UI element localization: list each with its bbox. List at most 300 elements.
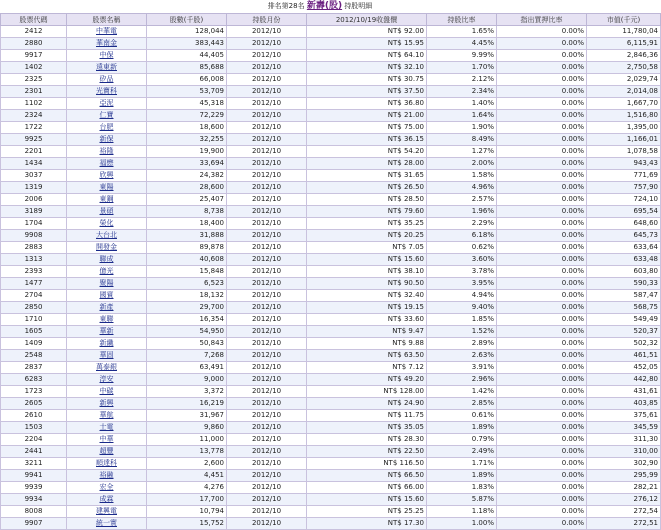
month-cell: 2012/10 bbox=[227, 422, 307, 434]
stock-code: 6283 bbox=[1, 374, 67, 386]
shares-cell: 9,000 bbox=[147, 374, 227, 386]
stock-name-link[interactable]: 矽品 bbox=[67, 74, 147, 86]
ratio-cell: 2.96% bbox=[427, 374, 497, 386]
shares-cell: 15,848 bbox=[147, 266, 227, 278]
pledge-cell: 0.00% bbox=[497, 278, 587, 290]
price-cell: NT$ 116.50 bbox=[307, 458, 427, 470]
table-row bbox=[1, 482, 661, 494]
ratio-cell: 1.52% bbox=[427, 326, 497, 338]
shares-cell: 28,600 bbox=[147, 182, 227, 194]
ratio-cell: 4.94% bbox=[427, 290, 497, 302]
pledge-cell: 0.00% bbox=[497, 422, 587, 434]
stock-code: 2880 bbox=[1, 38, 67, 50]
month-cell: 2012/10 bbox=[227, 362, 307, 374]
stock-name-link[interactable]: 順達科 bbox=[67, 458, 147, 470]
table-row bbox=[1, 26, 661, 38]
market-value-cell: 648,60 bbox=[587, 218, 661, 230]
month-cell: 2012/10 bbox=[227, 506, 307, 518]
shares-cell: 2,600 bbox=[147, 458, 227, 470]
month-cell: 2012/10 bbox=[227, 158, 307, 170]
table-row bbox=[1, 326, 661, 338]
price-cell: NT$ 15.60 bbox=[307, 494, 427, 506]
shares-cell: 40,608 bbox=[147, 254, 227, 266]
price-cell: NT$ 30.75 bbox=[307, 74, 427, 86]
pledge-cell: 0.00% bbox=[497, 434, 587, 446]
pledge-cell: 0.00% bbox=[497, 146, 587, 158]
month-cell: 2012/10 bbox=[227, 74, 307, 86]
shares-cell: 63,491 bbox=[147, 362, 227, 374]
pledge-cell: 0.00% bbox=[497, 50, 587, 62]
shares-cell: 53,709 bbox=[147, 86, 227, 98]
month-cell: 2012/10 bbox=[227, 290, 307, 302]
stock-name-link[interactable]: 華固 bbox=[67, 350, 147, 362]
market-value-cell: 345,59 bbox=[587, 422, 661, 434]
month-cell: 2012/10 bbox=[227, 374, 307, 386]
stock-name-link[interactable]: 中華電 bbox=[67, 26, 147, 38]
stock-code: 2605 bbox=[1, 398, 67, 410]
stock-code: 2610 bbox=[1, 410, 67, 422]
ratio-cell: 4.96% bbox=[427, 182, 497, 194]
market-value-cell: 2,029,74 bbox=[587, 74, 661, 86]
pledge-cell: 0.00% bbox=[497, 74, 587, 86]
pledge-cell: 0.00% bbox=[497, 218, 587, 230]
stock-name-link[interactable]: 中華 bbox=[67, 434, 147, 446]
market-value-cell: 645,73 bbox=[587, 230, 661, 242]
pledge-cell: 0.00% bbox=[497, 374, 587, 386]
month-cell: 2012/10 bbox=[227, 398, 307, 410]
stock-name-link[interactable]: 東陽 bbox=[67, 182, 147, 194]
price-cell: NT$ 92.00 bbox=[307, 26, 427, 38]
table-row bbox=[1, 38, 661, 50]
ratio-cell: 2.63% bbox=[427, 350, 497, 362]
stock-code: 1434 bbox=[1, 158, 67, 170]
month-cell: 2012/10 bbox=[227, 446, 307, 458]
stock-code: 2324 bbox=[1, 110, 67, 122]
stock-name-link[interactable]: 中保 bbox=[67, 50, 147, 62]
pledge-cell: 0.00% bbox=[497, 122, 587, 134]
ratio-cell: 9.40% bbox=[427, 302, 497, 314]
price-cell: NT$ 66.00 bbox=[307, 482, 427, 494]
stock-name-link[interactable]: 億光 bbox=[67, 266, 147, 278]
price-cell: NT$ 63.50 bbox=[307, 350, 427, 362]
price-cell: NT$ 37.50 bbox=[307, 86, 427, 98]
shares-cell: 54,950 bbox=[147, 326, 227, 338]
table-row bbox=[1, 110, 661, 122]
stock-name-link[interactable]: 萬泰銀 bbox=[67, 362, 147, 374]
month-cell: 2012/10 bbox=[227, 434, 307, 446]
stock-name-link[interactable]: 光寶科 bbox=[67, 86, 147, 98]
month-cell: 2012/10 bbox=[227, 134, 307, 146]
shares-cell: 33,694 bbox=[147, 158, 227, 170]
table-row bbox=[1, 218, 661, 230]
month-cell: 2012/10 bbox=[227, 494, 307, 506]
stock-name-link[interactable]: 榮化 bbox=[67, 218, 147, 230]
month-cell: 2012/10 bbox=[227, 26, 307, 38]
price-cell: NT$ 21.00 bbox=[307, 110, 427, 122]
pledge-cell: 0.00% bbox=[497, 86, 587, 98]
stock-code: 2006 bbox=[1, 194, 67, 206]
ratio-cell: 1.85% bbox=[427, 314, 497, 326]
price-cell: NT$ 36.15 bbox=[307, 134, 427, 146]
stock-name-link[interactable]: 東聯 bbox=[67, 314, 147, 326]
stock-code: 9917 bbox=[1, 50, 67, 62]
market-value-cell: 771,69 bbox=[587, 170, 661, 182]
pledge-cell: 0.00% bbox=[497, 470, 587, 482]
shares-cell: 6,523 bbox=[147, 278, 227, 290]
table-row bbox=[1, 398, 661, 410]
month-cell: 2012/10 bbox=[227, 518, 307, 530]
market-value-cell: 1,395,00 bbox=[587, 122, 661, 134]
stock-name-link[interactable]: 遠東新 bbox=[67, 62, 147, 74]
price-cell: NT$ 20.25 bbox=[307, 230, 427, 242]
stock-name-link[interactable]: 華新 bbox=[67, 326, 147, 338]
table-row bbox=[1, 422, 661, 434]
shares-cell: 17,700 bbox=[147, 494, 227, 506]
price-cell: NT$ 32.10 bbox=[307, 62, 427, 74]
ratio-cell: 4.45% bbox=[427, 38, 497, 50]
table-row bbox=[1, 374, 661, 386]
shares-cell: 13,778 bbox=[147, 446, 227, 458]
table-row bbox=[1, 290, 661, 302]
stock-name-link[interactable]: 聚陽 bbox=[67, 278, 147, 290]
stock-name-link[interactable]: 國賓 bbox=[67, 290, 147, 302]
pledge-cell: 0.00% bbox=[497, 254, 587, 266]
month-cell: 2012/10 bbox=[227, 86, 307, 98]
stock-code: 1503 bbox=[1, 422, 67, 434]
col-header-price: 2012/10/19收盤價 bbox=[307, 14, 427, 26]
stock-name-link[interactable]: 欣興 bbox=[67, 170, 147, 182]
price-cell: NT$ 9.88 bbox=[307, 338, 427, 350]
stock-code: 9939 bbox=[1, 482, 67, 494]
shares-cell: 89,878 bbox=[147, 242, 227, 254]
market-value-cell: 633,64 bbox=[587, 242, 661, 254]
market-value-cell: 757,90 bbox=[587, 182, 661, 194]
price-cell: NT$ 33.60 bbox=[307, 314, 427, 326]
shares-cell: 4,451 bbox=[147, 470, 227, 482]
shares-cell: 128,044 bbox=[147, 26, 227, 38]
shares-cell: 18,600 bbox=[147, 122, 227, 134]
stock-name-link[interactable]: 亞泥 bbox=[67, 98, 147, 110]
market-value-cell: 2,014,08 bbox=[587, 86, 661, 98]
price-cell: NT$ 66.50 bbox=[307, 470, 427, 482]
price-cell: NT$ 35.05 bbox=[307, 422, 427, 434]
market-value-cell: 603,80 bbox=[587, 266, 661, 278]
table-row bbox=[1, 182, 661, 194]
stock-name-link[interactable]: 福懋 bbox=[67, 158, 147, 170]
pledge-cell: 0.00% bbox=[497, 110, 587, 122]
market-value-cell: 11,780,04 bbox=[587, 26, 661, 38]
month-cell: 2012/10 bbox=[227, 122, 307, 134]
price-cell: NT$ 26.50 bbox=[307, 182, 427, 194]
table-row bbox=[1, 278, 661, 290]
stock-name-link[interactable]: 台肥 bbox=[67, 122, 147, 134]
table-row bbox=[1, 122, 661, 134]
table-row bbox=[1, 254, 661, 266]
ratio-cell: 1.58% bbox=[427, 170, 497, 182]
shares-cell: 24,382 bbox=[147, 170, 227, 182]
table-row bbox=[1, 506, 661, 518]
month-cell: 2012/10 bbox=[227, 194, 307, 206]
table-row bbox=[1, 386, 661, 398]
stock-code: 2412 bbox=[1, 26, 67, 38]
month-cell: 2012/10 bbox=[227, 230, 307, 242]
stock-code: 9941 bbox=[1, 470, 67, 482]
ratio-cell: 5.87% bbox=[427, 494, 497, 506]
ratio-cell: 1.70% bbox=[427, 62, 497, 74]
stock-name-link[interactable]: 大台北 bbox=[67, 230, 147, 242]
table-row bbox=[1, 338, 661, 350]
pledge-cell: 0.00% bbox=[497, 302, 587, 314]
market-value-cell: 272,54 bbox=[587, 506, 661, 518]
pledge-cell: 0.00% bbox=[497, 134, 587, 146]
market-value-cell: 2,750,58 bbox=[587, 62, 661, 74]
price-cell: NT$ 7.05 bbox=[307, 242, 427, 254]
ratio-cell: 0.79% bbox=[427, 434, 497, 446]
stock-name-link[interactable]: 開發金 bbox=[67, 242, 147, 254]
stock-code: 9925 bbox=[1, 134, 67, 146]
stock-code: 1477 bbox=[1, 278, 67, 290]
market-value-cell: 695,54 bbox=[587, 206, 661, 218]
market-value-cell: 633,48 bbox=[587, 254, 661, 266]
title-suffix: 持股明細 bbox=[344, 2, 373, 10]
table-row bbox=[1, 446, 661, 458]
month-cell: 2012/10 bbox=[227, 242, 307, 254]
ratio-cell: 8.49% bbox=[427, 134, 497, 146]
table-row bbox=[1, 134, 661, 146]
month-cell: 2012/10 bbox=[227, 50, 307, 62]
ratio-cell: 2.57% bbox=[427, 194, 497, 206]
price-cell: NT$ 64.10 bbox=[307, 50, 427, 62]
stock-name-link[interactable]: 士電 bbox=[67, 422, 147, 434]
ratio-cell: 9.99% bbox=[427, 50, 497, 62]
stock-name-link[interactable]: 統一實 bbox=[67, 518, 147, 530]
stock-name-link[interactable]: 新產 bbox=[67, 302, 147, 314]
market-value-cell: 943,43 bbox=[587, 158, 661, 170]
table-row bbox=[1, 50, 661, 62]
market-value-cell: 302,90 bbox=[587, 458, 661, 470]
price-cell: NT$ 128.00 bbox=[307, 386, 427, 398]
price-cell: NT$ 17.30 bbox=[307, 518, 427, 530]
market-value-cell: 2,846,36 bbox=[587, 50, 661, 62]
month-cell: 2012/10 bbox=[227, 266, 307, 278]
market-value-cell: 1,078,58 bbox=[587, 146, 661, 158]
stock-code: 9908 bbox=[1, 230, 67, 242]
stock-name-link[interactable]: 裕融 bbox=[67, 470, 147, 482]
price-cell: NT$ 49.20 bbox=[307, 374, 427, 386]
price-cell: NT$ 28.30 bbox=[307, 434, 427, 446]
ratio-cell: 0.62% bbox=[427, 242, 497, 254]
ratio-cell: 2.29% bbox=[427, 218, 497, 230]
col-header-month: 持股月份 bbox=[227, 14, 307, 26]
shares-cell: 7,268 bbox=[147, 350, 227, 362]
ratio-cell: 1.42% bbox=[427, 386, 497, 398]
price-cell: NT$ 28.00 bbox=[307, 158, 427, 170]
stock-name-link[interactable]: 華南金 bbox=[67, 38, 147, 50]
market-value-cell: 549,49 bbox=[587, 314, 661, 326]
ratio-cell: 1.64% bbox=[427, 110, 497, 122]
stock-code: 2201 bbox=[1, 146, 67, 158]
pledge-cell: 0.00% bbox=[497, 98, 587, 110]
ratio-cell: 1.96% bbox=[427, 206, 497, 218]
ratio-cell: 1.83% bbox=[427, 482, 497, 494]
shares-cell: 8,738 bbox=[147, 206, 227, 218]
stock-code: 2548 bbox=[1, 350, 67, 362]
price-cell: NT$ 9.47 bbox=[307, 326, 427, 338]
ratio-cell: 6.18% bbox=[427, 230, 497, 242]
pledge-cell: 0.00% bbox=[497, 398, 587, 410]
market-value-cell: 461,51 bbox=[587, 350, 661, 362]
price-cell: NT$ 54.20 bbox=[307, 146, 427, 158]
market-value-cell: 1,516,80 bbox=[587, 110, 661, 122]
market-value-cell: 587,47 bbox=[587, 290, 661, 302]
stock-name-link[interactable]: 仁寶 bbox=[67, 110, 147, 122]
stock-code: 2850 bbox=[1, 302, 67, 314]
stock-name-link[interactable]: 新纖 bbox=[67, 338, 147, 350]
table-row bbox=[1, 194, 661, 206]
stock-name-link[interactable]: 中碳 bbox=[67, 386, 147, 398]
market-value-cell: 568,75 bbox=[587, 302, 661, 314]
shares-cell: 44,405 bbox=[147, 50, 227, 62]
shares-cell: 45,318 bbox=[147, 98, 227, 110]
pledge-cell: 0.00% bbox=[497, 206, 587, 218]
price-cell: NT$ 24.90 bbox=[307, 398, 427, 410]
month-cell: 2012/10 bbox=[227, 326, 307, 338]
table-row bbox=[1, 494, 661, 506]
col-header-code: 股票代碼 bbox=[1, 14, 67, 26]
table-row bbox=[1, 242, 661, 254]
market-value-cell: 375,61 bbox=[587, 410, 661, 422]
pledge-cell: 0.00% bbox=[497, 158, 587, 170]
shares-cell: 29,700 bbox=[147, 302, 227, 314]
month-cell: 2012/10 bbox=[227, 338, 307, 350]
pledge-cell: 0.00% bbox=[497, 410, 587, 422]
col-header-ratio: 持股比率 bbox=[427, 14, 497, 26]
shares-cell: 72,229 bbox=[147, 110, 227, 122]
market-value-cell: 431,61 bbox=[587, 386, 661, 398]
shares-cell: 19,900 bbox=[147, 146, 227, 158]
pledge-cell: 0.00% bbox=[497, 446, 587, 458]
table-row bbox=[1, 434, 661, 446]
pledge-cell: 0.00% bbox=[497, 482, 587, 494]
stock-code: 3211 bbox=[1, 458, 67, 470]
pledge-cell: 0.00% bbox=[497, 230, 587, 242]
pledge-cell: 0.00% bbox=[497, 506, 587, 518]
stock-code: 9907 bbox=[1, 518, 67, 530]
stock-code: 2325 bbox=[1, 74, 67, 86]
stock-name-link[interactable]: 裕隆 bbox=[67, 146, 147, 158]
stock-code: 1723 bbox=[1, 386, 67, 398]
market-value-cell: 1,667,70 bbox=[587, 98, 661, 110]
pledge-cell: 0.00% bbox=[497, 242, 587, 254]
price-cell: NT$ 32.40 bbox=[307, 290, 427, 302]
stock-code: 2393 bbox=[1, 266, 67, 278]
price-cell: NT$ 22.50 bbox=[307, 446, 427, 458]
stock-code: 2837 bbox=[1, 362, 67, 374]
ratio-cell: 1.18% bbox=[427, 506, 497, 518]
ratio-cell: 2.34% bbox=[427, 86, 497, 98]
stock-name-link[interactable]: 建興電 bbox=[67, 506, 147, 518]
stock-name-link[interactable]: 超豐 bbox=[67, 446, 147, 458]
shares-cell: 16,354 bbox=[147, 314, 227, 326]
stock-name-link[interactable]: 景碩 bbox=[67, 206, 147, 218]
price-cell: NT$ 38.10 bbox=[307, 266, 427, 278]
market-value-cell: 276,12 bbox=[587, 494, 661, 506]
shares-cell: 32,255 bbox=[147, 134, 227, 146]
month-cell: 2012/10 bbox=[227, 278, 307, 290]
shares-cell: 16,219 bbox=[147, 398, 227, 410]
col-header-shares: 股數(千股) bbox=[147, 14, 227, 26]
month-cell: 2012/10 bbox=[227, 386, 307, 398]
stock-name-link[interactable]: 新壽(股) bbox=[306, 1, 343, 11]
stock-code: 1710 bbox=[1, 314, 67, 326]
month-cell: 2012/10 bbox=[227, 170, 307, 182]
ratio-cell: 2.49% bbox=[427, 446, 497, 458]
stock-code: 1402 bbox=[1, 62, 67, 74]
pledge-cell: 0.00% bbox=[497, 290, 587, 302]
table-row bbox=[1, 62, 661, 74]
stock-name-link[interactable]: 成霖 bbox=[67, 494, 147, 506]
stock-code: 1722 bbox=[1, 122, 67, 134]
pledge-cell: 0.00% bbox=[497, 314, 587, 326]
stock-name-link[interactable]: 新保 bbox=[67, 134, 147, 146]
shares-cell: 10,794 bbox=[147, 506, 227, 518]
price-cell: NT$ 25.25 bbox=[307, 506, 427, 518]
ratio-cell: 1.71% bbox=[427, 458, 497, 470]
month-cell: 2012/10 bbox=[227, 62, 307, 74]
month-cell: 2012/10 bbox=[227, 182, 307, 194]
month-cell: 2012/10 bbox=[227, 110, 307, 122]
price-cell: NT$ 90.50 bbox=[307, 278, 427, 290]
stock-code: 2441 bbox=[1, 446, 67, 458]
shares-cell: 31,967 bbox=[147, 410, 227, 422]
stock-code: 3037 bbox=[1, 170, 67, 182]
pledge-cell: 0.00% bbox=[497, 62, 587, 74]
price-cell: NT$ 31.65 bbox=[307, 170, 427, 182]
page-title bbox=[0, 0, 640, 13]
ratio-cell: 2.00% bbox=[427, 158, 497, 170]
price-cell: NT$ 7.12 bbox=[307, 362, 427, 374]
ratio-cell: 1.27% bbox=[427, 146, 497, 158]
ratio-cell: 0.61% bbox=[427, 410, 497, 422]
stock-name-link[interactable]: 華航 bbox=[67, 410, 147, 422]
stock-name-link[interactable]: 東鋼 bbox=[67, 194, 147, 206]
ratio-cell: 3.91% bbox=[427, 362, 497, 374]
market-value-cell: 310,00 bbox=[587, 446, 661, 458]
stock-code: 1409 bbox=[1, 338, 67, 350]
shares-cell: 25,407 bbox=[147, 194, 227, 206]
stock-name-link[interactable]: 新興 bbox=[67, 398, 147, 410]
stock-name-link[interactable]: 淳安 bbox=[67, 374, 147, 386]
stock-name-link[interactable]: 宏全 bbox=[67, 482, 147, 494]
table-row bbox=[1, 350, 661, 362]
price-cell: NT$ 36.80 bbox=[307, 98, 427, 110]
stock-code: 1313 bbox=[1, 254, 67, 266]
month-cell: 2012/10 bbox=[227, 482, 307, 494]
month-cell: 2012/10 bbox=[227, 98, 307, 110]
stock-code: 1605 bbox=[1, 326, 67, 338]
table-row bbox=[1, 86, 661, 98]
ratio-cell: 2.12% bbox=[427, 74, 497, 86]
table-row bbox=[1, 458, 661, 470]
price-cell: NT$ 15.60 bbox=[307, 254, 427, 266]
stock-name-link[interactable]: 聯成 bbox=[67, 254, 147, 266]
month-cell: 2012/10 bbox=[227, 470, 307, 482]
pledge-cell: 0.00% bbox=[497, 194, 587, 206]
stock-code: 2204 bbox=[1, 434, 67, 446]
title-prefix: 排名第28名 bbox=[267, 2, 305, 10]
pledge-cell: 0.00% bbox=[497, 338, 587, 350]
table-row bbox=[1, 146, 661, 158]
